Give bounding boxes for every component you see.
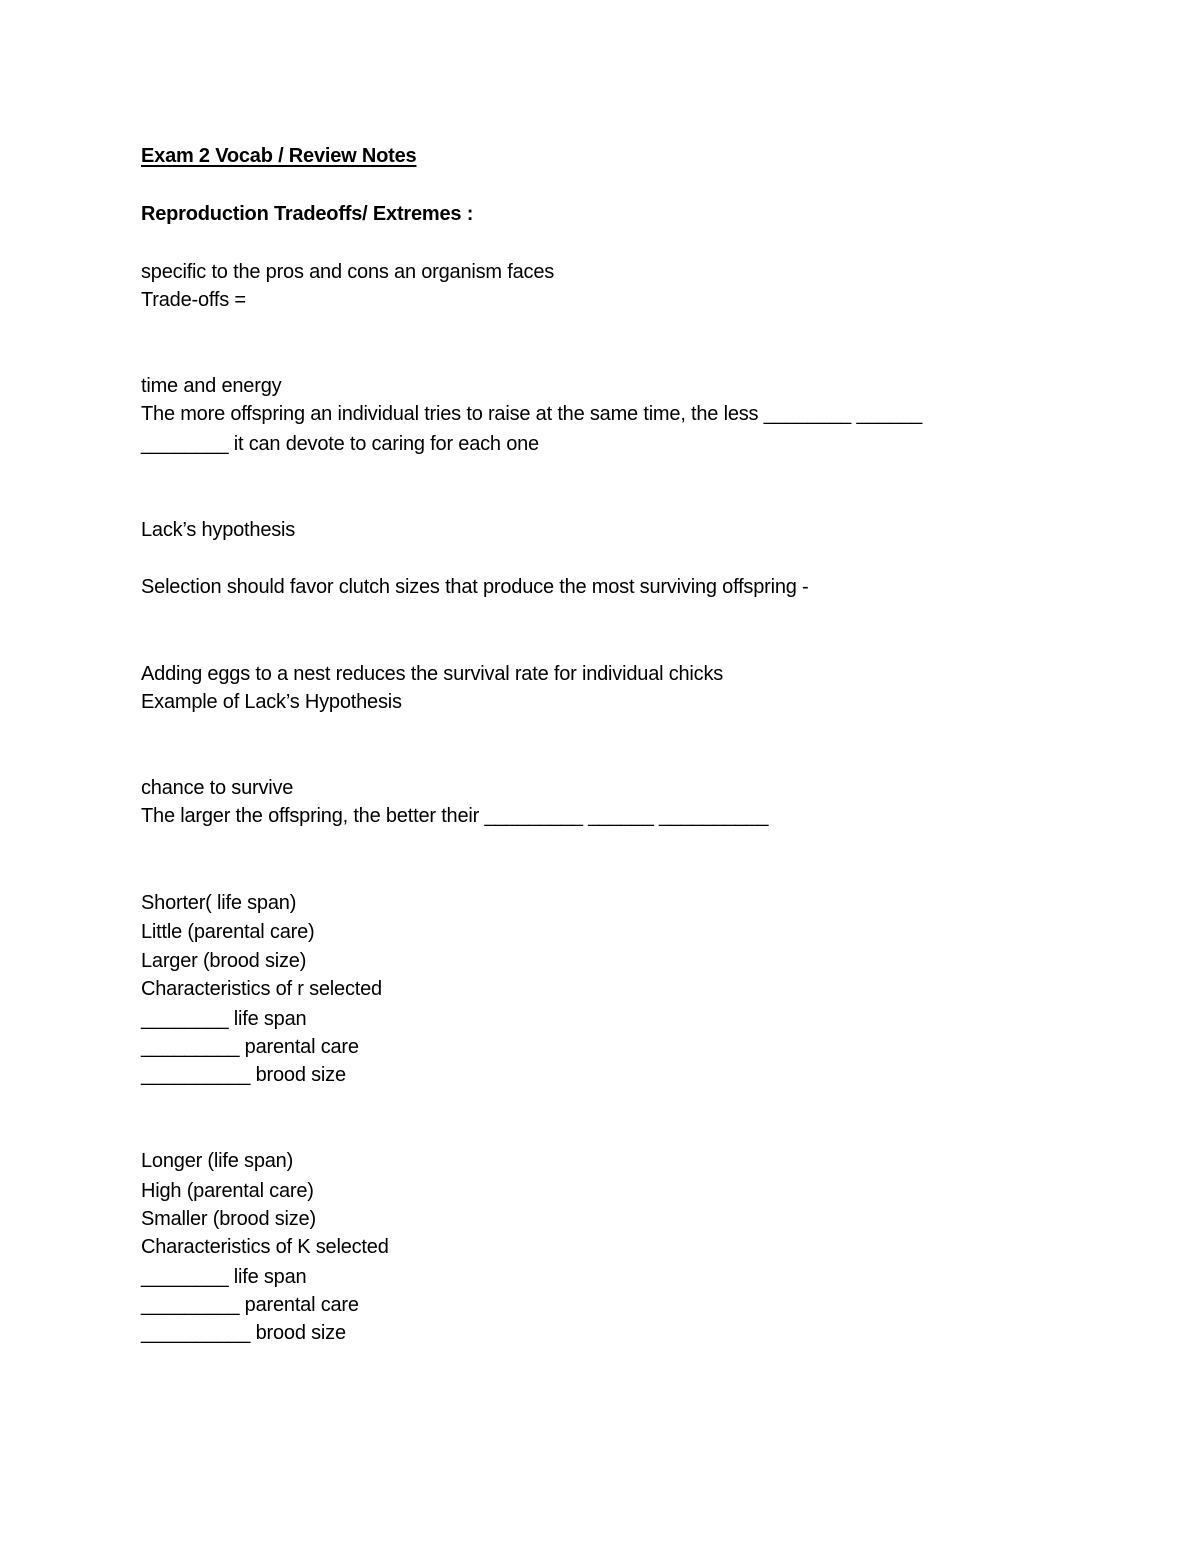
text-line: Little (parental care) — [141, 921, 315, 943]
text-line: ________ life span — [141, 1266, 307, 1288]
text-line: __________ brood size — [141, 1322, 346, 1344]
text-line: ________ life span — [141, 1008, 307, 1030]
text-line: Smaller (brood size) — [141, 1208, 316, 1230]
text-line: time and energy — [141, 375, 282, 397]
text-line: The more offspring an individual tries to raise at the same time, the less ________ ______ — [141, 403, 922, 425]
text-line: Characteristics of r selected — [141, 978, 382, 1000]
text-line: Longer (life span) — [141, 1150, 294, 1172]
text-line: Adding eggs to a nest reduces the survival rate for individual chicks — [141, 663, 724, 685]
text-line: _________ parental care — [141, 1036, 359, 1058]
text-line: _________ parental care — [141, 1294, 359, 1316]
section-heading: Reproduction Tradeoffs/ Extremes : — [141, 203, 474, 225]
text-line: Larger (brood size) — [141, 950, 307, 972]
text-line: Trade-offs = — [141, 289, 246, 311]
text-line: specific to the pros and cons an organism faces — [141, 261, 555, 283]
document-title: Exam 2 Vocab / Review Notes — [141, 145, 417, 167]
text-line: Selection should favor clutch sizes that produce the most surviving offspring - — [141, 576, 809, 598]
text-line: __________ brood size — [141, 1064, 346, 1086]
text-line: Shorter( life span) — [141, 892, 297, 914]
text-line: Example of Lack’s Hypothesis — [141, 691, 402, 713]
text-line: The larger the offspring, the better their _________ ______ __________ — [141, 805, 769, 827]
text-line: Characteristics of K selected — [141, 1236, 389, 1258]
text-line: High (parental care) — [141, 1180, 314, 1202]
text-line: ________ it can devote to caring for each one — [141, 433, 539, 455]
text-line: Lack’s hypothesis — [141, 519, 296, 541]
text-line: chance to survive — [141, 777, 294, 799]
